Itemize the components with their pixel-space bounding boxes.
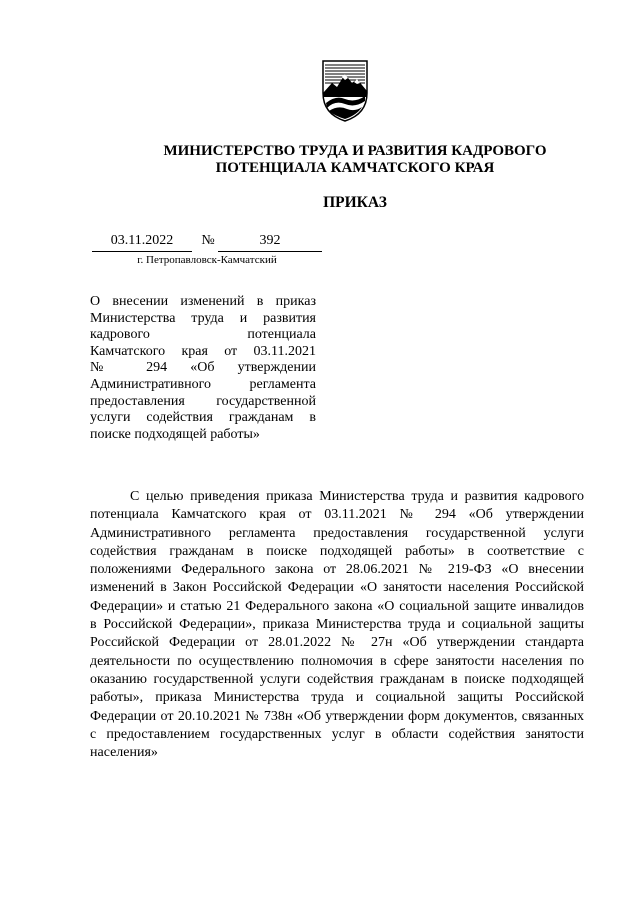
subject-line: № 294 «Об утверждении [90,360,316,376]
ministry-name [120,143,590,177]
subject-line: О внесении изменений в приказ [90,294,316,309]
body-line: С целью приведения приказа Министерства труда и развития кадрового [130,489,584,504]
number-sign: № [201,233,215,248]
subject-line: кадрового потенциала [90,327,316,343]
order-subject [90,294,316,443]
subject-line: Министерства труда и развития [90,310,316,326]
body-line: с предоставлением государственных услуг в области содействия занятости [90,726,584,742]
body-line: содействия гражданам в поиске подходящей работы» в соответствие с [90,543,584,559]
body-line: деятельности по осуществлению полномочия в сфере занятости населения по [90,653,584,669]
body-line: населения» [90,745,158,761]
number-underline [218,251,322,252]
date-underline [92,251,192,252]
subject-line: предоставления государственной [90,393,316,409]
kamchatka-emblem-icon [321,59,369,122]
order-number: 392 [259,233,281,248]
ministry-name-line-1: МИНИСТЕРСТВО ТРУДА И РАЗВИТИЯ КАДРОВОГО [163,143,547,159]
ministry-name-line-2: ПОТЕНЦИАЛА КАМЧАТСКОГО КРАЯ [215,160,495,176]
body-line: Административного регламента предоставления государственной услуги [90,525,584,541]
body-line: изменений в Закон Российской Федерации «О занятости населения Российской [90,580,584,596]
order-date: 03.11.2022 [110,233,174,248]
body-line: работы», приказа Министерства труда и социальной защиты Российской [90,690,584,706]
subject-line: Камчатского края от 03.11.2021 [90,343,316,359]
body-line: в Российской Федерации», приказа Министерства труда и социальной защиты [90,617,584,633]
body-line: Федерации от 20.10.2021 № 738н «Об утверждении форм документов, связанных [90,708,584,724]
subject-line: поиске подходящей работы» [90,426,260,442]
order-body-paragraph [90,488,584,762]
body-line: оказанию государственной услуги содействия гражданам в поиске подходящей [90,671,584,687]
city-name: г. Петропавловск-Камчатский [137,254,277,266]
body-line: положениями Федерального закона от 28.06.2021 № 219-ФЗ «О внесении [90,562,584,578]
document-type-title: ПРИКАЗ [323,194,387,211]
subject-line: услуги содействия гражданам в [90,410,316,426]
subject-line: Административного регламента [90,376,316,392]
body-line: Российской Федерации от 28.01.2022 № 27н «Об утверждении стандарта [90,635,584,651]
body-line: Федерации» и статью 21 Федерального закона «О социальной защите инвалидов [90,598,584,614]
body-line: потенциала Камчатского края от 03.11.2021 № 294 «Об утверждении [90,507,584,523]
